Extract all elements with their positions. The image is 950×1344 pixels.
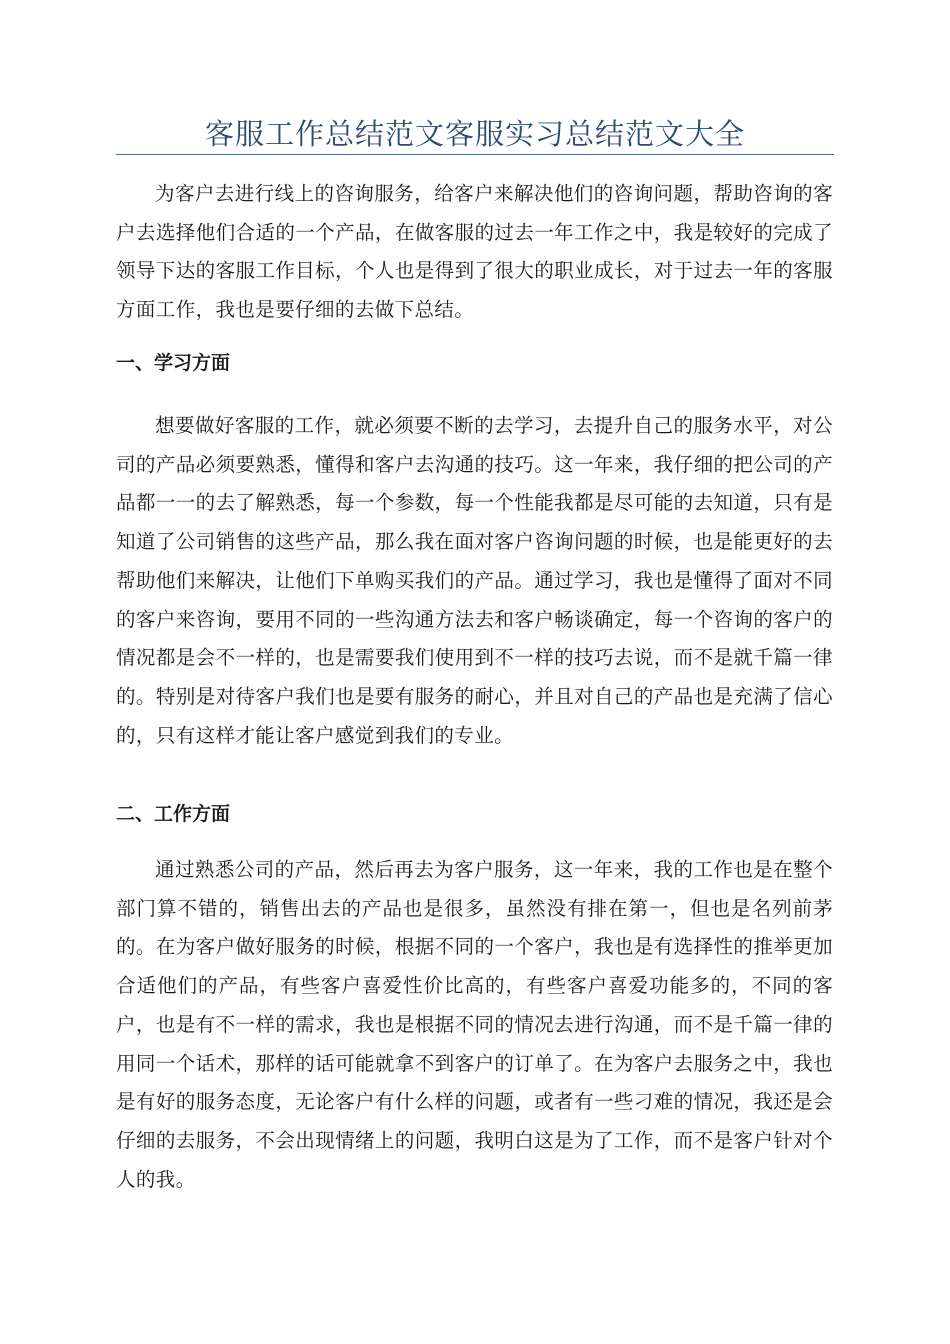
section-heading-work: 二、工作方面 bbox=[116, 803, 231, 825]
document-title: 客服工作总结范文客服实习总结范文大全 bbox=[204, 117, 745, 151]
section-body-work: 通过熟悉公司的产品，然后再去为客户服务，这一年来，我的工作也是在整个部门算不错的，销售出去的产品也是很多，虽然没有排在第一，但也是名列前茅的。在为客户做好服务的时候，根据不同的一个客户，我也是有选择性的推举更加合适他们的产品，有些客户喜爱性价比高的，有些客户喜爱功能多的，不同的客户，也是有不一样的需求，我也是根据不同的情况去进行沟通，而不是千篇一律的用同一个话术，那样的话可能就拿不到客户的订单了。在为客户去服务之中，我也是有好的服务态度，无论客户有什么样的问题，或者有一些刁难的情况，我还是会仔细的去服务，不会出现情绪上的问题，我明白这是为了工作，而不是客户针对个人的我。 bbox=[116, 858, 833, 1191]
section-body-study: 想要做好客服的工作，就必须要不断的去学习，去提升自己的服务水平，对公司的产品必须要熟悉，懂得和客户去沟通的技巧。这一年来，我仔细的把公司的产品都一一的去了解熟悉，每一个参数，每一个性能我都是尽可能的去知道，只有是知道了公司销售的这些产品，那么我在面对客户咨询问题的时候，也是能更好的去帮助他们来解决，让他们下单购买我们的产品。通过学习，我也是懂得了面对不同的客户来咨询，要用不同的一些沟通方法去和客户畅谈确定，每一个咨询的客户的情况都是会不一样的，也是需要我们使用到不一样的技巧去说，而不是就千篇一律的。特别是对待客户我们也是要有服务的耐心，并且对自己的产品也是充满了信心的，只有这样才能让客户感觉到我们的专业。 bbox=[116, 414, 833, 747]
section-heading-study: 一、学习方面 bbox=[116, 352, 231, 374]
title-underline bbox=[116, 154, 834, 155]
intro-paragraph: 为客户去进行线上的咨询服务，给客户来解决他们的咨询问题，帮助咨询的客户去选择他们合适的一个产品，在做客服的过去一年工作之中，我是较好的完成了领导下达的客服工作目标，个人也是得到了很大的职业成长，对于过去一年的客服方面工作，我也是要仔细的去做下总结。 bbox=[116, 182, 833, 322]
